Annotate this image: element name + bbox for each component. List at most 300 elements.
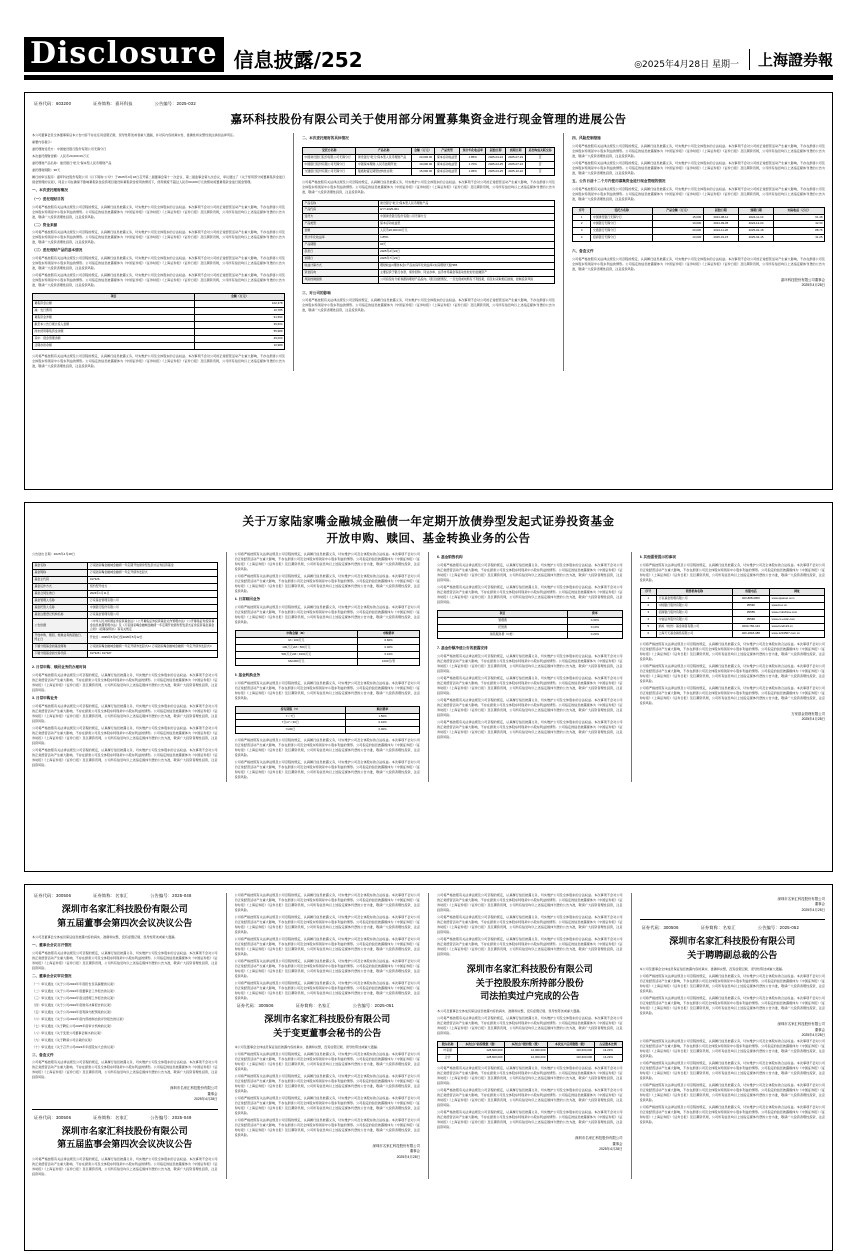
table-header-row <box>33 294 285 301</box>
article-1-body-2c <box>302 288 555 316</box>
td: 金额 <box>303 228 379 235</box>
article-2-col-3 <box>437 552 623 782</box>
disclaimer: 本公司及董事会全体成员保证信息披露内容的真实、准确和完整，没有虚假记载、误导性陈述或重大遗漏。 <box>234 1045 380 1049</box>
article-1-signature <box>572 278 825 289</box>
td: 0.30% <box>568 618 622 625</box>
article-1-col-2 <box>302 133 555 371</box>
td: 2025-07-24 <box>506 161 526 168</box>
td: 017326 / 017327 <box>88 651 217 658</box>
article-3-body-3b <box>437 1066 623 1132</box>
th: 申购费率 <box>358 631 420 638</box>
th: 起始日期 <box>703 207 738 214</box>
para: 公司将严格按照有关法律法规及公司章程的规定，认真履行信息披露义务，切实维护公司及全体股东的合法权益。本次事项不会对公司的正常经营活动产生重大影响，不存在损害公司及全体股东特别是中小股东利益的情形。公司指定的信息披露媒体为《中国证券报》《证券时报》《上海证券报》《证券日报》及巨潮资讯网，公司所有信息均以上述指定媒体刊登的公告为准，敬请广大投资者理性投资，注意投资风险。 <box>639 563 825 583</box>
section-title: 6. 基金销售机构 <box>437 555 463 560</box>
td: 400-1818-188 <box>732 630 769 637</box>
article-1-col-1 <box>32 133 285 371</box>
td: www.1234567.com.cn <box>770 630 825 637</box>
article-1-body-1b <box>32 354 285 371</box>
td: 6 <box>640 630 657 637</box>
column-divider <box>293 133 294 371</box>
td: 2024-11-10 <box>738 214 773 221</box>
para: （三）审议通过《关于公司2024年度总经理工作报告的议案》 <box>32 995 117 1000</box>
article-2-body-3b <box>437 643 623 742</box>
para: 公司将严格按照有关法律法规及公司章程的规定，认真履行信息披露义务，切实维护公司及全体股东的合法权益。本次事项不会对公司的正常经营活动产生重大影响，不存在损害公司及全体股东特别是中小股东利益的情形。公司指定的信息披露媒体为《中国证券报》《证券时报》《上海证券报》《证券日报》及巨潮资讯网，公司所有信息均以上述指定媒体刊登的公告为准，敬请广大投资者理性投资，注意投资风险。 <box>32 950 218 970</box>
td: 开放日：2025年5月6日至2025年5月12日 <box>88 633 217 644</box>
column-divider <box>226 552 227 782</box>
table-row <box>235 720 420 727</box>
table-row <box>33 335 285 342</box>
article-1-history-table <box>572 207 825 243</box>
para: 公司将严格按照有关法律法规及公司章程的规定，认真履行信息披露义务，切实维护公司及全体股东的合法权益。本次事项不会对公司的正常经营活动产生重大影响，不存在损害公司及全体股东特别是中小股东利益的情形。公司指定的信息披露媒体为《中国证券报》《证券时报》《上海证券报》《证券日报》及巨潮资讯网，公司所有信息均以上述指定媒体刊登的公告为准，敬请广大投资者理性投资，注意投资风险。 <box>437 563 623 583</box>
th: 金额（万元） <box>195 294 285 301</box>
para: 公司将严格按照有关法律法规及公司章程的规定，认真履行信息披露义务，切实维护公司及全体股东的合法权益。本次事项不会对公司的正常经营活动产生重大影响，不存在损害公司及全体股东特别是中小股东利益的情形。公司指定的信息披露媒体为《中国证券报》《证券时报》《上海证券报》《证券日报》及巨潮资讯网，公司所有信息均以上述指定媒体刊登的公告为准，敬请广大投资者理性投资，注意投资风险。 <box>572 186 825 201</box>
headline-line2: 关于变更董事会秘书的公告 <box>273 1028 382 1039</box>
para: （八）审议通过《关于变更公司董事会秘书的议案》 <box>32 1030 104 1035</box>
signature-board: 董事会 <box>409 1149 420 1154</box>
td: 否 <box>526 161 555 168</box>
td: 基金合同生效日 <box>33 591 88 598</box>
para: 公司将严格按照有关法律法规及公司章程的规定，认真履行信息披露义务，切实维护公司及全体股东的合法权益。本次事项不会对公司的正常经营活动产生重大影响，不存在损害公司及全体股东特别是中小股东利益的情形。公司指定的信息披露媒体为《中国证券报》《证券时报》《上海证券报》《证券日报》及巨潮资讯网，公司所有信息均以上述指定媒体刊登的公告为准，敬请广大投资者理性投资，注意投资风险。 <box>639 663 825 683</box>
para: 公司将严格按照有关法律法规及公司章程的规定，认真履行信息披露义务，切实维护公司及全体股东的合法权益。本次事项不会对公司的正常经营活动产生重大影响，不存在损害公司及全体股东特别是中小股东利益的情形。公司指定的信息披露媒体为《中国证券报》《证券时报》《上海证券报》《证券日报》及巨潮资讯网，公司所有信息均以上述指定媒体刊登的公告为准，敬请广大投资者理性投资，注意投资风险。 <box>32 672 218 692</box>
headline-line2: 关于聘聘副总裁的公告 <box>687 950 778 961</box>
para: 公司将严格按照有关法律法规及公司章程的规定，认真履行信息披露义务，切实维护公司及全体股东的合法权益。本次事项不会对公司的正常经营活动产生重大影响，不存在损害公司及全体股东特别是中小股东利益的情形。公司指定的信息披露媒体为《中国证券报》《证券时报》《上海证券报》《证券日报》及巨潮资讯网，公司所有信息均以上述指定媒体刊登的公告为准，敬请广大投资者理性投资，注意投资风险。 <box>32 747 218 767</box>
td: 主要投资于银行存款、债券回购、同业存单、货币市场基金等流动性较好的金融资产 <box>378 269 554 276</box>
headline-line3: 司法拍卖过户完成的公告 <box>480 992 580 1002</box>
td: 公司将及时分析和跟踪理财产品投向、项目进展情况，一旦发现或判断有不利因素，将及时采取相应措施，控制投资风险 <box>378 276 554 283</box>
td: 12,000,000 <box>505 1055 548 1062</box>
para: 公司将严格按照有关法律法规及公司章程的规定，认真履行信息披露义务，切实维护公司及全体股东的合法权益。本次事项不会对公司的正常经营活动产生重大影响，不存在损害公司及全体股东特别是中小股东利益的情形。公司指定的信息披露媒体为《中国证券报》《证券时报》《上海证券报》《证券日报》及巨潮资讯网，公司所有信息均以上述指定媒体刊登的公告为准，敬请广大投资者理性投资，注意投资风险。 <box>437 585 623 605</box>
td: 1.70% <box>460 161 486 168</box>
td: 0.10% <box>346 720 420 727</box>
table-row <box>438 631 623 638</box>
td: 2025-07-23 <box>506 154 526 161</box>
signature-board: 董事会 <box>814 1027 825 1032</box>
disclaimer: 本公司及董事会全体成员保证信息披露内容的真实、准确和完整，没有虚假记载、误导性陈述或重大遗漏。 <box>32 935 178 939</box>
table-row <box>33 577 218 584</box>
td: 减：发行费用 <box>33 308 195 315</box>
td: www.boc.cn <box>770 603 825 610</box>
announcement-number: 公告编号：2025-049 <box>150 1114 192 1120</box>
section-title: 7. 基金份额净值公告的披露安排 <box>437 645 488 650</box>
table-row <box>33 308 285 315</box>
para: 公司将严格按照有关法律法规及公司章程的规定，认真履行信息披露义务，切实维护公司及全体股东的合法权益。本次事项不会对公司的正常经营活动产生重大影响，不存在损害公司及全体股东特别是中小股东利益的情形。公司指定的信息披露媒体为《中国证券报》《证券时报》《上海证券报》《证券日报》及巨潮资讯网，公司所有信息均以上述指定媒体刊登的公告为准，敬请广大投资者理性投资，注意投资风险。 <box>234 893 420 912</box>
td: 10,000 <box>652 221 703 228</box>
article-2-col-4 <box>640 552 826 782</box>
para: （六）审议通过《关于公司2024年度内部控制自我评价报告的议案》 <box>32 1016 126 1021</box>
signature-board: 董事会 <box>207 1091 218 1096</box>
article-2-col-2 <box>235 552 421 782</box>
para: 公司将严格按照有关法律法规及公司章程的规定，认真履行信息披露义务，切实维护公司及全体股东的合法权益。本次事项不会对公司的正常经营活动产生重大影响，不存在损害公司及全体股东特别是中小股东利益的情形。公司指定的信息披露媒体为《中国证券报》《证券时报》《上海证券报》《证券日报》及巨潮资讯网，公司所有信息均以上述指定媒体刊登的公告为准，敬请广大投资者理性投资，注意投资风险。 <box>639 996 825 1016</box>
para: 公司将严格按照有关法律法规及公司章程的规定，认真履行信息披露义务，切实维护公司及全体股东的合法权益。本次事项不会对公司的正常经营活动产生重大影响，不存在损害公司及全体股东特别是中小股东利益的情形。公司指定的信息披露媒体为《中国证券报》《证券时报》《上海证券报》《证券日报》及巨潮资讯网，公司所有信息均以上述指定媒体刊登的公告为准，敬请广大投资者理性投资，注意投资风险。 <box>437 893 623 912</box>
td: 基金管理人名称 <box>33 597 88 604</box>
article-2-body-4b <box>640 642 826 708</box>
table-row <box>33 342 285 349</box>
article-1-col-3 <box>572 133 825 371</box>
table-row <box>33 591 218 598</box>
td: Y＜7日 <box>235 713 346 720</box>
article-1-body-1 <box>32 133 285 290</box>
section-title: 三、备查文件 <box>32 1052 54 1057</box>
td: 资金投向 <box>303 269 379 276</box>
article-3-headline-3 <box>437 964 623 1005</box>
article-3-body-3 <box>437 1009 623 1038</box>
td: 交通银行股份有限公司无锡分行 <box>303 168 356 175</box>
td: 4 <box>640 616 657 623</box>
table-row <box>303 214 555 221</box>
table-row <box>235 713 420 720</box>
article-1-entrust-table <box>302 147 555 176</box>
para: 公司将严格按照有关法律法规及公司章程的规定，认真履行信息披露义务，切实维护公司及全体股东的合法权益。本次事项不会对公司的正常经营活动产生重大影响，不存在损害公司及全体股东特别是中小股东利益的情形。公司指定的信息披露媒体为《中国证券报》《证券时报》《上海证券报》《证券日报》及巨潮资讯网，公司所有信息均以上述指定媒体刊登的公告为准，敬请广大投资者理性投资，注意投资风险。 <box>437 675 623 695</box>
td: 2025-04-15 <box>738 235 773 242</box>
td: 下属分级基金的交易代码 <box>33 651 88 658</box>
para: 公司将严格按照有关法律法规及公司章程的规定，认真履行信息披露义务，切实维护公司及全体股东的合法权益。本次事项不会对公司的正常经营活动产生重大影响，不存在损害公司及全体股东特别是中小股东利益的情形。公司指定的信息披露媒体为《中国证券报》《证券时报》《上海证券报》《证券日报》及巨潮资讯网，公司所有信息均以上述指定媒体刊登的公告为准，敬请广大投资者理性投资，注意投资风险。 <box>437 937 623 956</box>
masthead-logo: Disclosure <box>24 37 224 72</box>
article-2-body-4 <box>640 552 826 585</box>
para: 公司将严格按照有关法律法规及公司章程的规定，认真履行信息披露义务，切实维护公司及全体股东的合法权益。本次事项不会对公司的正常经营活动产生重大影响，不存在损害公司及全体股东特别是中小股东利益的情形。公司指定的信息披露媒体为《中国证券报》《证券时报》《上海证券报》《证券日报》及巨潮资讯网，公司所有信息均以上述指定媒体刊登的公告为准，敬请广大投资者理性投资，注意投资风险。 <box>234 981 420 1000</box>
td: 116,600,000 <box>547 1055 594 1062</box>
td: 14.23% <box>594 1055 622 1062</box>
signature-company: 深圳市名家汇科技股份有限公司 <box>372 1144 420 1148</box>
para: 公司将严格按照有关法律法规及公司章程的规定，认真履行信息披露义务，切实维护公司及全体股东的合法权益。本次事项不会对公司的正常经营活动产生重大影响，不存在损害公司及全体股东特别是中小股东利益的情形。公司指定的信息披露媒体为《中国证券报》《证券时报》《上海证券报》《证券日报》及巨潮资讯网，公司所有信息均以上述指定媒体刊登的公告为准，敬请广大投资者理性投资，注意投资风险。 <box>32 273 285 288</box>
article-2-headline-line1: 关于万家陆家嘴金融城金融债一年定期开放债券型发起式证券投资基金 <box>242 514 615 528</box>
td: 5 <box>640 623 657 630</box>
table-row <box>573 235 825 242</box>
td: 万家陆家嘴金融城金融债一年定开债券发起式A / 万家陆家嘴金融城金融债一年定开债券发起式C <box>88 644 217 651</box>
th: 销售机构名称 <box>657 589 733 596</box>
section-title: 5. 基金转换业务 <box>234 672 261 677</box>
para: 公司将严格按照有关法律法规及公司章程的规定，认真履行信息披露义务，切实维护公司及全体股东的合法权益。本次事项不会对公司的正常经营活动产生重大影响，不存在损害公司及全体股东特别是中小股东利益的情形。公司指定的信息披露媒体为《中国证券报》《证券时报》《上海证券报》《证券日报》及巨潮资讯网，公司所有信息均以上述指定媒体刊登的公告为准，敬请广大投资者理性投资，注意投资风险。 <box>639 1082 825 1102</box>
security-name: 证券简称：名家汇 <box>295 1003 331 1008</box>
table-row <box>33 597 218 604</box>
announcement-number: 公告编号：2025-051 <box>352 1003 394 1008</box>
td: 2024-08-12 <box>703 214 738 221</box>
article-3-columns <box>32 893 825 1179</box>
disclaimer: 本公司董事会及全体董事保证本公告内容不存在任何虚假记载、误导性陈述或者重大遗漏，并对其内容的真实性、准确性和完整性依法承担法律责任。 <box>32 133 237 137</box>
td: 2025-04-25 <box>486 168 506 175</box>
section-title: 3. 日常申购业务 <box>32 695 58 700</box>
signature-company: 深圳市名家汇科技股份有限公司 <box>777 897 825 901</box>
td: 基金简称 <box>33 570 88 577</box>
td: www.cs.ecitic.com <box>770 616 825 623</box>
table-row <box>33 328 285 335</box>
table-row <box>303 242 555 249</box>
table-row <box>235 727 420 734</box>
para: 公司将严格按照有关法律法规及公司章程的规定，认真履行信息披露义务，切实维护公司及全体股东的合法权益。本次事项不会对公司的正常经营活动产生重大影响，不存在损害公司及全体股东特别是中小股东利益的情形。公司指定的信息披露媒体为《中国证券报》《证券时报》《上海证券报》《证券日报》及巨潮资讯网，公司所有信息均以上述指定媒体刊登的公告为准，敬请广大投资者理性投资，注意投资风险。 <box>437 1066 623 1086</box>
section-title: （一）委托理财目的 <box>32 196 65 201</box>
table-row <box>303 161 555 168</box>
para: 公司将严格按照有关法律法规及公司章程的规定，认真履行信息披露义务，切实维护公司及全体股东的合法权益。本次事项不会对公司的正常经营活动产生重大影响，不存在损害公司及全体股东特别是中小股东利益的情形。公司指定的信息披露媒体为《中国证券报》《证券时报》《上海证券报》《证券日报》及巨潮资讯网，公司所有信息均以上述指定媒体刊登的公告为准，敬请广大投资者理性投资，注意投资风险。 <box>639 1060 825 1080</box>
para: 公司将严格按照有关法律法规及公司章程的规定，认真履行信息披露义务，切实维护公司及全体股东的合法权益。本次事项不会对公司的正常经营活动产生重大影响，不存在损害公司及全体股东特别是中小股东利益的情形。公司指定的信息披露媒体为《中国证券报》《证券时报》《上海证券报》《证券日报》及巨潮资讯网，公司所有信息均以上述指定媒体刊登的公告为准，敬请广大投资者理性投资，注意投资风险。 <box>32 256 285 271</box>
article-3-headline-1 <box>32 904 218 931</box>
masthead-section-cn: 信息披露 <box>233 48 314 72</box>
td: 收益计算方式 <box>303 262 379 269</box>
section-title: 8. 其他需要提示的事项 <box>639 555 676 560</box>
td: 产品期限 <box>303 242 379 249</box>
td: 2024-11-20 <box>703 228 738 235</box>
td: 0.00% <box>346 727 420 734</box>
signature-date: 2025年4月28日 <box>396 1154 420 1159</box>
para: 公司将严格按照有关法律法规及公司章程的规定，认真履行信息披露义务，切实维护公司及全体股东的合法权益。本次事项不会对公司的正常经营活动产生重大影响，不存在损害公司及全体股东特别是中小股东利益的情形。公司指定的信息披露媒体为《中国证券报》《证券时报》《上海证券报》《证券日报》及巨潮资讯网，公司所有信息均以上述指定媒体刊登的公告为准，敬请广大投资者理性投资，注意投资风险。 <box>572 257 825 272</box>
td: 15,000 <box>652 214 703 221</box>
article-3-col-3 <box>437 893 623 1179</box>
td: 万家陆家嘴金融城金融债一年定期开放债券型发起式证券投资基金 <box>88 563 217 570</box>
td: 保本浮动收益型 <box>434 168 460 175</box>
table-row <box>640 630 825 637</box>
para: 公司将严格按照有关法律法规及公司章程的规定，认真履行信息披露义务，切实维护公司及全体股东的合法权益。本次事项不会对公司的正常经营活动产生重大影响，不存在损害公司及全体股东特别是中小股东利益的情形。公司指定的信息披露媒体为《中国证券报》《证券时报》《上海证券报》《证券日报》及巨潮资讯网，公司所有信息均以上述指定媒体刊登的公告为准，敬请广大投资者理性投资，注意投资风险。 <box>437 653 623 673</box>
table-row <box>303 269 555 276</box>
para: 公司将严格按照有关法律法规及公司章程的规定，认真履行信息披露义务，切实维护公司及全体股东的合法权益。本次事项不会对公司的正常经营活动产生重大影响，不存在损害公司及全体股东特别是中小股东利益的情形。公司指定的信息披露媒体为《中国证券报》《证券时报》《上海证券报》《证券日报》及巨潮资讯网，公司所有信息均以上述指定媒体刊登的公告为准，敬请广大投资者理性投资，注意投资风险。 <box>437 1110 623 1130</box>
td: 95555 <box>732 609 769 616</box>
masthead <box>24 26 833 80</box>
td: 中国银行股份有限公司 <box>657 603 733 610</box>
td: 1.50% <box>346 713 420 720</box>
para: 公司将严格按照有关法律法规及公司章程的规定，认真履行信息披露义务，切实维护公司及全体股东的合法权益。本次事项不会对公司的正常经营活动产生重大影响，不存在损害公司及全体股东特别是中小股东利益的情形。公司指定的信息披露媒体为《中国证券报》《证券时报》《上海证券报》《证券日报》及巨潮资讯网，公司所有信息均以上述指定媒体刊登的公告为准，敬请广大投资者理性投资，注意投资风险。 <box>234 680 420 700</box>
td: www.wjasset.com <box>770 596 825 603</box>
td: 保本浮动收益型 <box>378 221 554 228</box>
th: 受托方名称 <box>591 207 653 214</box>
article-2-redeem-fee-table <box>235 706 421 735</box>
table-row <box>33 570 218 577</box>
para: 公司将严格按照有关法律法规及公司章程的规定，认真履行信息披露义务，切实维护公司及全体股东的合法权益。本次事项不会对公司的正常经营活动产生重大影响，不存在损害公司及全体股东特别是中小股东利益的情形。公司指定的信息披露媒体为《中国证券报》《证券时报》《上海证券报》《证券日报》及巨潮资讯网，公司所有信息均以上述指定媒体刊登的公告为准，敬请广大投资者理性投资，注意投资风险。 <box>639 974 825 994</box>
td: 招商银行股份有限公司 <box>657 609 733 616</box>
column-divider <box>428 893 429 1179</box>
para: 公司将严格按照有关法律法规及公司章程的规定，认真履行信息披露义务，切实维护公司及全体股东的合法权益。本次事项不会对公司的正常经营活动产生重大影响，不存在损害公司及全体股东特别是中小股东利益的情形。公司指定的信息披露媒体为《中国证券报》《证券时报》《上海证券报》《证券日报》及巨潮资讯网，公司所有信息均以上述指定媒体刊登的公告为准，敬请广大投资者理性投资，注意投资风险。 <box>572 160 825 175</box>
td: 尚未使用募集资金余额 <box>33 328 195 335</box>
signature-date: 2025年4月28日 <box>801 717 825 722</box>
table-header-row <box>235 631 420 638</box>
td: 否 <box>526 154 555 161</box>
th: 序号 <box>573 207 591 214</box>
para: 履行的审议程序：嘉环科技股份有限公司（以下简称“公司”）于2025年3月18日召开第二届董事会第十一次会议、第二届监事会第九次会议，审议通过了《关于使用部分闲置募集资金进行现金管理的议案》，同意公司在确保不影响募集资金投资项目建设和募集资金使用的情况下，使用额度不超过人民币60,000万元的暂时闲置募集资金进行现金管理。 <box>32 175 285 184</box>
td: 中银保本理财-人民币按期开放 <box>356 161 411 168</box>
article-3-body-4 <box>640 967 826 1018</box>
announcement-number: 公告编号：2025-048 <box>150 893 192 898</box>
td: 基金主代码 <box>33 577 88 584</box>
td: 0.20% <box>568 631 622 638</box>
para: 公司将严格按照有关法律法规及公司章程的规定，认真履行信息披露义务，切实维护公司及全体股东的合法权益。本次事项不会对公司的正常经营活动产生重大影响，不存在损害公司及全体股东特别是中小股东利益的情形。公司指定的信息披露媒体为《中国证券报》《证券时报》《上海证券报》《证券日报》及巨潮资讯网，公司所有信息均以上述指定媒体刊登的公告为准，敬请广大投资者理性投资，注意投资风险。 <box>32 725 218 745</box>
td: 保本浮动收益型 <box>434 154 460 161</box>
th: 是否构成关联交易 <box>526 147 555 154</box>
td: 产品名称 <box>303 200 379 207</box>
article-3-headline-2 <box>235 1014 421 1041</box>
table-row <box>303 200 555 207</box>
para: 公司将严格按照有关法律法规及公司章程的规定，认真履行信息披露义务，切实维护公司及全体股东的合法权益。本次事项不会对公司的正常经营活动产生重大影响，不存在损害公司及全体股东特别是中小股东利益的情形。公司指定的信息披露媒体为《中国证券报》《证券时报》《上海证券报》《证券日报》及巨潮资讯网，公司所有信息均以上述指定媒体刊登的公告为准，敬请广大投资者理性投资，注意投资风险。 <box>437 1015 623 1035</box>
td: 到期日 <box>303 255 379 262</box>
td: 42.33 <box>774 221 825 228</box>
article-3-headline-4 <box>640 936 826 963</box>
article-1-columns <box>32 133 825 371</box>
td: 上海天天基金销售有限公司 <box>657 630 733 637</box>
td: 募集资金净额 <box>33 315 195 322</box>
td: 托管费 <box>438 625 568 632</box>
article-3-col-4 <box>640 893 826 1179</box>
table-row <box>303 276 555 283</box>
headline-line1: 深圳市名家汇科技股份有限公司 <box>61 1126 188 1137</box>
para: 公司将严格按照有关法律法规及公司章程的规定，认真履行信息披露义务，切实维护公司及全体股东的合法权益。本次事项不会对公司的正常经营活动产生重大影响，不存在损害公司及全体股东特别是中小股东利益的情形。公司指定的信息披露媒体为《中国证券报》《证券时报》《上海证券报》《证券日报》及巨潮资讯网，公司所有信息均以上述指定媒体刊登的公告为准，敬请广大投资者理性投资，注意投资风险。 <box>32 353 285 368</box>
para: 公司将严格按照有关法律法规及公司章程的规定，认真履行信息披露义务，切实维护公司及全体股东的合法权益。本次事项不会对公司的正常经营活动产生重大影响，不存在损害公司及全体股东特别是中小股东利益的情形。公司指定的信息披露媒体为《中国证券报》《证券时报》《上海证券报》《证券日报》及巨潮资讯网，公司所有信息均以上述指定媒体刊登的公告为准，敬请广大投资者理性投资，注意投资风险。 <box>437 697 623 717</box>
section-title: 一、董事会会议召开情况 <box>32 943 72 947</box>
headline-line1: 深圳市名家汇科技股份有限公司 <box>61 905 188 915</box>
td: 中信证券股份有限公司 <box>657 616 733 623</box>
article-2 <box>24 502 833 872</box>
section-divider <box>32 1109 218 1110</box>
article-3-col-1 <box>32 893 218 1179</box>
table-row <box>640 603 825 610</box>
para: 公司将严格按照有关法律法规及公司章程的规定，认真履行信息披露义务，切实维护公司及全体股东的合法权益。本次事项不会对公司的正常经营活动产生重大影响，不存在损害公司及全体股东特别是中小股东利益的情形。公司指定的信息披露媒体为《中国证券报》《证券时报》《上海证券报》《证券日报》及巨潮资讯网，公司所有信息均以上述指定媒体刊登的公告为准，敬请广大投资者理性投资，注意投资风险。 <box>639 641 825 661</box>
td: www.fund123.cn <box>770 623 825 630</box>
td: 2023年1月11日 <box>88 591 217 598</box>
td: 4 <box>573 235 591 242</box>
table-row <box>303 168 555 175</box>
td: 0.60% <box>358 638 420 645</box>
td: 2025-01-15 <box>703 235 738 242</box>
td: 10,989 <box>195 342 285 349</box>
publish-date: 公告送出日期：2025年4月28日 <box>32 552 75 557</box>
article-2-signature <box>640 712 826 723</box>
td: 中国银行股份有限公司无锡分行 <box>303 161 356 168</box>
td: 中国银行股份有限公司 <box>88 604 217 611</box>
td: 400-888-0800 <box>732 596 769 603</box>
td: 1 <box>573 214 591 221</box>
td: 中国银行无锡分行 <box>591 221 653 228</box>
para: 公司将严格按照有关法律法规及公司章程的规定，认真履行信息披露义务，切实维护公司及全体股东的合法权益。本次事项不会对公司的正常经营活动产生重大影响，不存在损害公司及全体股东特别是中小股东利益的情形。公司指定的信息披露媒体为《中国证券报》《证券时报》《上海证券报》《证券日报》及巨潮资讯网，公司所有信息均以上述指定媒体刊登的公告为准，敬请广大投资者理性投资，注意投资风险。 <box>32 1060 218 1080</box>
td: 0.10% <box>358 651 420 658</box>
article-3-body-3-top <box>437 893 623 959</box>
security-name: 证券简称：嘉环科技 <box>93 101 133 106</box>
td: 95548 <box>732 616 769 623</box>
td: 2025-02-18 <box>738 228 773 235</box>
para: 重要内容提示： <box>32 140 54 144</box>
announcement-number: 公告编号：2025-032 <box>154 101 196 106</box>
article-3-signature-2 <box>235 1144 421 1160</box>
table-row <box>438 1048 623 1055</box>
article-1 <box>24 92 833 490</box>
table-header-row <box>303 147 555 154</box>
th: 到期日期 <box>506 147 526 154</box>
table-header-row <box>438 611 623 618</box>
td: 叶家豪 <box>438 1048 458 1055</box>
article-2-agent-table <box>640 588 826 637</box>
headline-line1: 深圳市名家汇科技股份有限公司 <box>264 1015 391 1025</box>
article-2-rate-table <box>437 610 623 639</box>
table-row <box>235 645 420 652</box>
masthead-section-title <box>234 50 363 72</box>
security-code: 证券代码：300506 <box>236 1003 274 1008</box>
security-name: 证券简称：名家汇 <box>93 1114 129 1120</box>
article-3-group <box>24 884 833 1251</box>
table-row <box>303 221 555 228</box>
section-title: 2. 日常申购、赎回业务的办理时间 <box>32 665 87 670</box>
td: 2 <box>573 221 591 228</box>
security-code: 证券代码：603200 <box>34 101 72 106</box>
table-row <box>303 248 555 255</box>
column-divider <box>428 552 429 782</box>
th: 到期日期 <box>738 207 773 214</box>
td: 理财收益=理财本金×产品实际年化收益率×实际理财天数/365 <box>378 262 554 269</box>
column-divider <box>226 893 227 1179</box>
td: 4000-766-123 <box>732 623 769 630</box>
article-2-columns <box>32 552 825 782</box>
section-title: 4. 日常赎回业务 <box>234 597 261 602</box>
td: M＜100万元 <box>235 638 358 645</box>
signature-company: 嘉环科技股份有限公司董事会 <box>780 278 825 283</box>
para: 委托理财期限：90天 <box>32 168 61 172</box>
td: 017326 <box>88 577 217 584</box>
td: 20,000.00 <box>411 154 434 161</box>
article-3-body-1 <box>32 935 218 1082</box>
td: Y≥30日 <box>235 727 346 734</box>
td: 88.76 <box>774 228 825 235</box>
td: 95566 <box>732 603 769 610</box>
td: 1000元/笔 <box>358 658 420 665</box>
table-row <box>33 644 218 651</box>
para: 公司将严格按照有关法律法规及公司章程的规定，认真履行信息披露义务，切实维护公司及全体股东的合法权益。本次事项不会对公司的正常经营活动产生重大影响，不存在损害公司及全体股东特别是中小股东利益的情形。公司指定的信息披露媒体为《中国证券报》《证券时报》《上海证券报》《证券日报》及巨潮资讯网，公司所有信息均以上述指定媒体刊登的公告为准，敬请广大投资者理性投资，注意投资风险。 <box>572 143 825 158</box>
article-3-codeline-2 <box>237 1003 421 1009</box>
signature-date: 2025年4月28日 <box>801 1033 825 1038</box>
signature-date: 2025年4月28日 <box>194 1097 218 1102</box>
td: 1 <box>640 596 657 603</box>
td: 55,989 <box>195 328 285 335</box>
th: 本次过户前持股数（股） <box>458 1041 505 1048</box>
article-3-codeline-1b <box>34 1115 218 1121</box>
td: 开放申购、赎回、转换业务的起始日、终止日 <box>33 633 88 644</box>
table-row <box>33 584 218 591</box>
td: 基金注册登记机构名称 <box>33 611 88 618</box>
para: 公司将严格按照有关法律法规及公司章程的规定，认真履行信息披露义务，切实维护公司及全体股东的合法权益。本次事项不会对公司的正常经营活动产生重大影响，不存在损害公司及全体股东特别是中小股东利益的情形。公司指定的信息披露媒体为《中国证券报》《证券时报》《上海证券报》《证券日报》及巨潮资讯网，公司所有信息均以上述指定媒体刊登的公告为准，敬请广大投资者理性投资，注意投资风险。 <box>234 760 420 780</box>
td: 风险控制措施 <box>303 276 379 283</box>
td: 7日≤Y＜30日 <box>235 720 346 727</box>
td: 人民币20,000.00万元 <box>378 228 554 235</box>
article-2-body-2 <box>235 552 421 627</box>
td: 91,593 <box>195 315 285 322</box>
para: 公司将严格按照有关法律法规及公司章程的规定，认真履行信息披露义务，切实维护公司及全体股东的合法权益。本次事项不会对公司的正常经营活动产生重大影响，不存在损害公司及全体股东特别是中小股东利益的情形。公司指定的信息披露媒体为《中国证券报》《证券时报》《上海证券报》《证券日报》及巨潮资讯网，公司所有信息均以上述指定媒体刊登的公告为准，敬请广大投资者理性投资，注意投资风险。 <box>234 552 420 572</box>
td: 起息日 <box>303 248 379 255</box>
td: 2024-09-05 <box>703 221 738 228</box>
article-1-body-2 <box>302 133 555 144</box>
th: 费率 <box>568 611 622 618</box>
headline-line2: 第五届董事会第四次会议决议公告 <box>57 918 193 929</box>
para: 公司将严格按照有关法律法规及公司章程的规定，认真履行信息披露义务，切实维护公司及全体股东的合法权益。本次事项不会对公司的正常经营活动产生重大影响，不存在损害公司及全体股东特别是中小股东利益的情形。公司指定的信息披露媒体为《中国证券报》《证券时报》《上海证券报》《证券日报》及巨潮资讯网，公司所有信息均以上述指定媒体刊登的公告为准，敬请广大投资者理性投资，注意投资风险。 <box>234 574 420 594</box>
article-1-headline: 嘉环科技股份有限公司关于使用部分闲置募集资金进行现金管理的进展公告 <box>230 112 627 126</box>
td: 销售服务费（C类） <box>438 631 568 638</box>
th: 持有期限（Y） <box>235 706 346 713</box>
th: 序号 <box>640 589 657 596</box>
td: 2025-04-24 <box>486 154 506 161</box>
article-3-codeline-1 <box>34 893 218 899</box>
para: 公司将严格按照有关法律法规及公司章程的规定，认真履行信息披露义务，切实维护公司及全体股东的合法权益。本次事项不会对公司的正常经营活动产生重大影响，不存在损害公司及全体股东特别是中小股东利益的情形。公司指定的信息披露媒体为《中国证券报》《证券时报》《上海证券报》《证券日报》及巨潮资讯网，公司所有信息均以上述指定媒体刊登的公告为准，敬请广大投资者理性投资，注意投资风险。 <box>437 915 623 934</box>
article-1-product-table <box>302 200 555 284</box>
td: 受托方 <box>303 214 379 221</box>
td: 0.40% <box>358 645 420 652</box>
article-1-fund-table <box>32 293 285 349</box>
table-row <box>33 611 218 618</box>
masthead-paper-name: 上海證券報 <box>749 49 833 70</box>
th: 网址 <box>770 589 825 596</box>
td: 万家基金管理有限公司 <box>88 611 217 618</box>
th: 产品类型 <box>434 147 460 154</box>
td: 交通银行无锡分行 <box>591 228 653 235</box>
signature-date: 2025年4月28日 <box>801 283 825 288</box>
headline-line2: 第五届监事会第四次会议决议公告 <box>57 1140 193 1151</box>
td: 募集资金总额 <box>33 301 195 308</box>
td: 基金运作方式 <box>33 584 88 591</box>
headline-line1: 深圳市名家汇科技股份有限公司 <box>466 965 593 975</box>
signature-date: 2025年4月28日 <box>599 1147 623 1152</box>
security-code: 证券代码：300506 <box>34 1114 72 1120</box>
masthead-date: ◎2025年4月28日 星期一 <box>634 60 739 70</box>
th: 股东名称 <box>438 1041 458 1048</box>
td: 否 <box>526 168 555 175</box>
